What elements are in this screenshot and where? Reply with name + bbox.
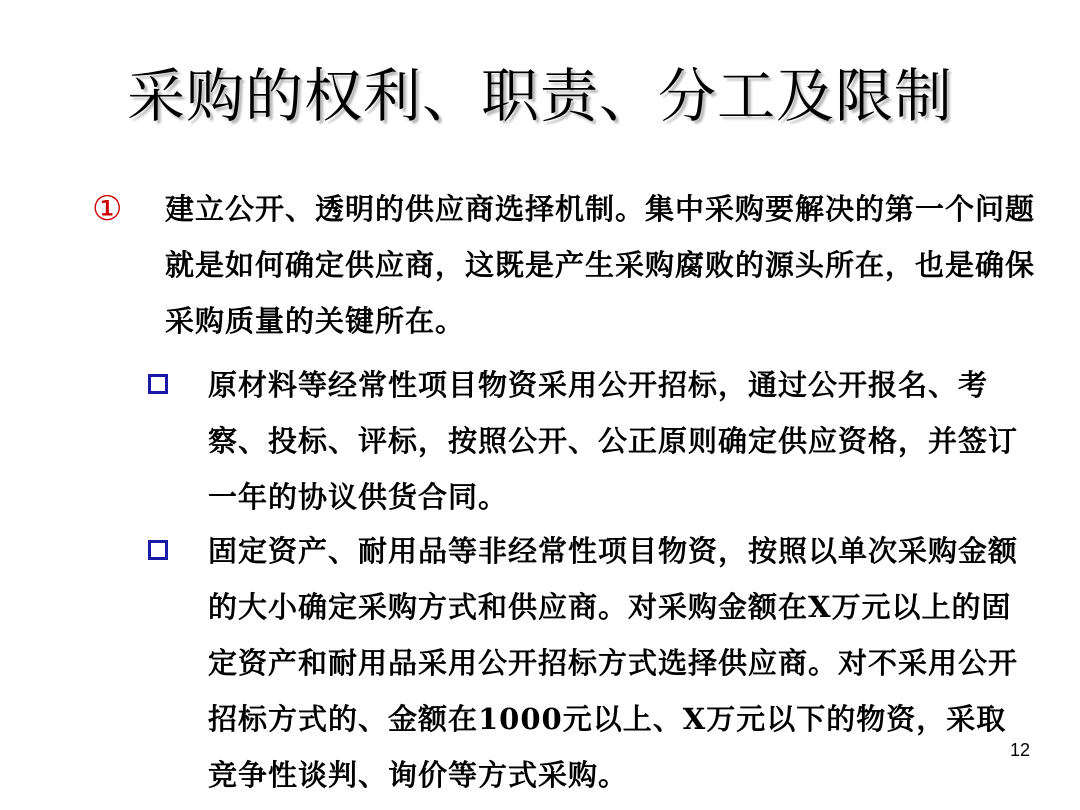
sub-list-item-text: 原材料等经常性项目物资采用公开招标，通过公开报名、考察、投标、评标，按照公开、公正原则确定供应资格，并签订一年的协议供货合同。 [208,368,1019,514]
list-item-text: 建立公开、透明的供应商选择机制。集中采购要解决的第一个问题就是如何确定供应商，这既是产生采购腐败的源头所在，也是确保采购质量的关键所在。 [165,192,1036,338]
sub-list-item [145,357,1035,525]
list-item [92,181,1042,349]
sub-list-item [145,523,1035,803]
page-number: 12 [1010,740,1031,760]
hollow-square-icon [148,540,168,560]
slide-title: 采购的权利、职责、分工及限制 [126,62,953,130]
hollow-square-icon [148,374,168,394]
circled-number-marker: ① [92,189,123,229]
sub-list-item-text: 固定资产、耐用品等非经常性项目物资，按照以单次采购金额的大小确定采购方式和供应商。对采购金额在X万元以上的固定资产和耐用品采用公开招标方式选择供应商。对不采用公开招标方式的、金额在1000元以上、X万元以下的物资，采取竞争性谈判、询价等方式采购。 [208,534,1019,792]
